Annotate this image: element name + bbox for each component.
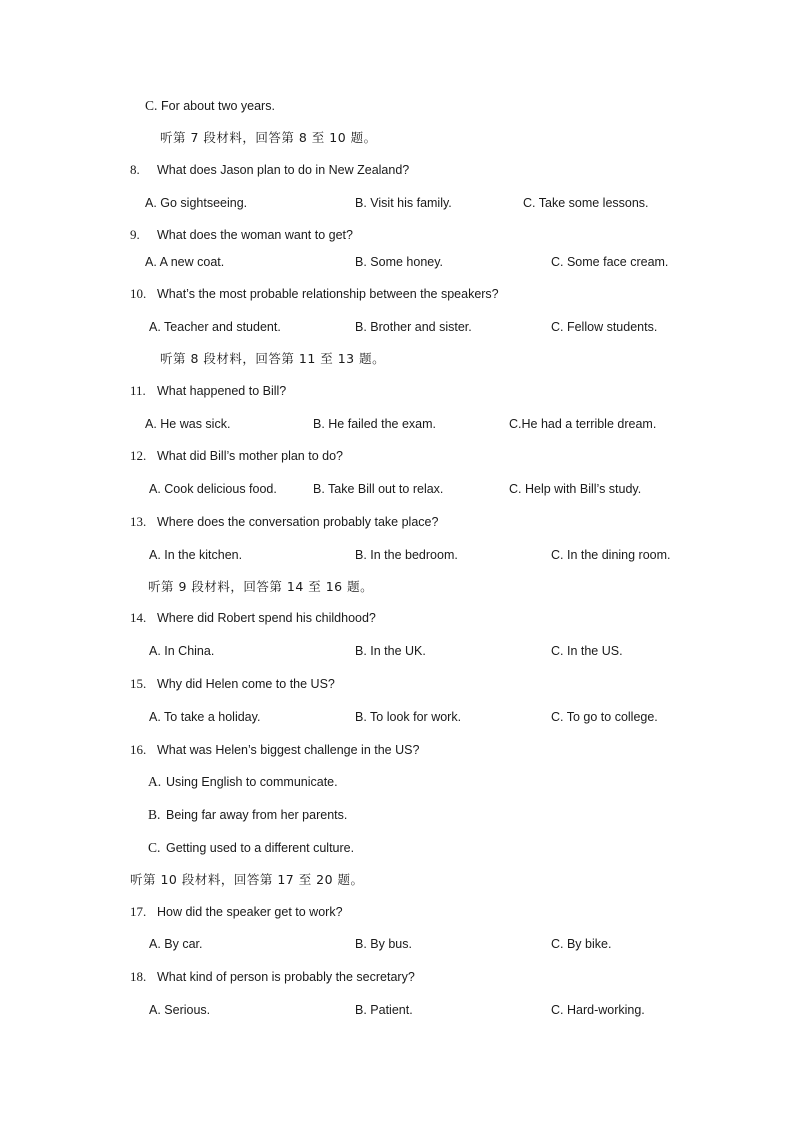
option-q16-b: B. Being far away from her parents. [148,807,348,822]
option-q16-c: C. Getting used to a different culture. [148,840,355,855]
option-c: C. Take some lessons. [523,196,649,210]
option-a: A. By car. [149,937,203,951]
question-18: 18. What kind of person is probably the secretary? [130,969,415,984]
option-b: B. Some honey. [355,255,444,269]
question-14: 14. Where did Robert spend his childhood? [130,610,376,625]
option-a: A. Teacher and student. [149,320,281,334]
option-c: C. By bike. [551,937,612,951]
option-b: B. In the UK. [355,644,426,658]
option-c: C. Fellow students. [551,320,658,334]
option-q16-a: A. Using English to communicate. [148,774,338,789]
question-9: 9. What does the woman want to get? [130,227,353,242]
option-a: A. To take a holiday. [149,710,261,724]
question-15: 15. Why did Helen come to the US? [130,676,335,691]
option-c: C. Help with Bill’s study. [509,482,642,496]
question-12: 12. What did Bill’s mother plan to do? [130,448,343,463]
option-b: B. By bus. [355,937,412,951]
option-c: C. Some face cream. [551,255,669,269]
option-a: A. In China. [149,644,215,658]
option-b: B. Visit his family. [355,196,452,210]
section-heading-7: 听第 7 段材料，回答第 8 至 10 题。 [160,130,377,145]
option-q7-c: C. For about two years. [145,98,275,113]
question-13: 13. Where does the conversation probably take place? [130,514,439,529]
option-a: A. In the kitchen. [149,548,243,562]
option-b: B. Brother and sister. [355,320,472,334]
question-17: 17. How did the speaker get to work? [130,904,343,919]
option-b: B. To look for work. [355,710,462,724]
option-c: C. In the US. [551,644,623,658]
option-a: A. A new coat. [145,255,225,269]
section-heading-9: 听第 9 段材料，回答第 14 至 16 题。 [148,579,374,594]
section-heading-8: 听第 8 段材料，回答第 11 至 13 题。 [160,351,386,366]
question-10: 10. What’s the most probable relationship between the speakers? [130,286,499,301]
option-c: C. To go to college. [551,710,658,724]
question-8: 8. What does Jason plan to do in New Zealand? [130,162,410,177]
option-a: A. He was sick. [145,417,231,431]
section-heading-10: 听第 10 段材料，回答第 17 至 20 题。 [130,872,364,887]
question-11: 11. What happened to Bill? [130,383,287,398]
option-b: B. Take Bill out to relax. [313,482,444,496]
question-16: 16. What was Helen’s biggest challenge in the US? [130,742,420,757]
option-c: C. In the dining room. [551,548,671,562]
option-a: A. Go sightseeing. [145,196,248,210]
option-b: B. He failed the exam. [313,417,436,431]
option-c: C.He had a terrible dream. [509,417,657,431]
option-a: A. Serious. [149,1003,211,1017]
option-a: A. Cook delicious food. [149,482,277,496]
option-b: B. Patient. [355,1003,413,1017]
option-b: B. In the bedroom. [355,548,458,562]
option-c: C. Hard-working. [551,1003,645,1017]
